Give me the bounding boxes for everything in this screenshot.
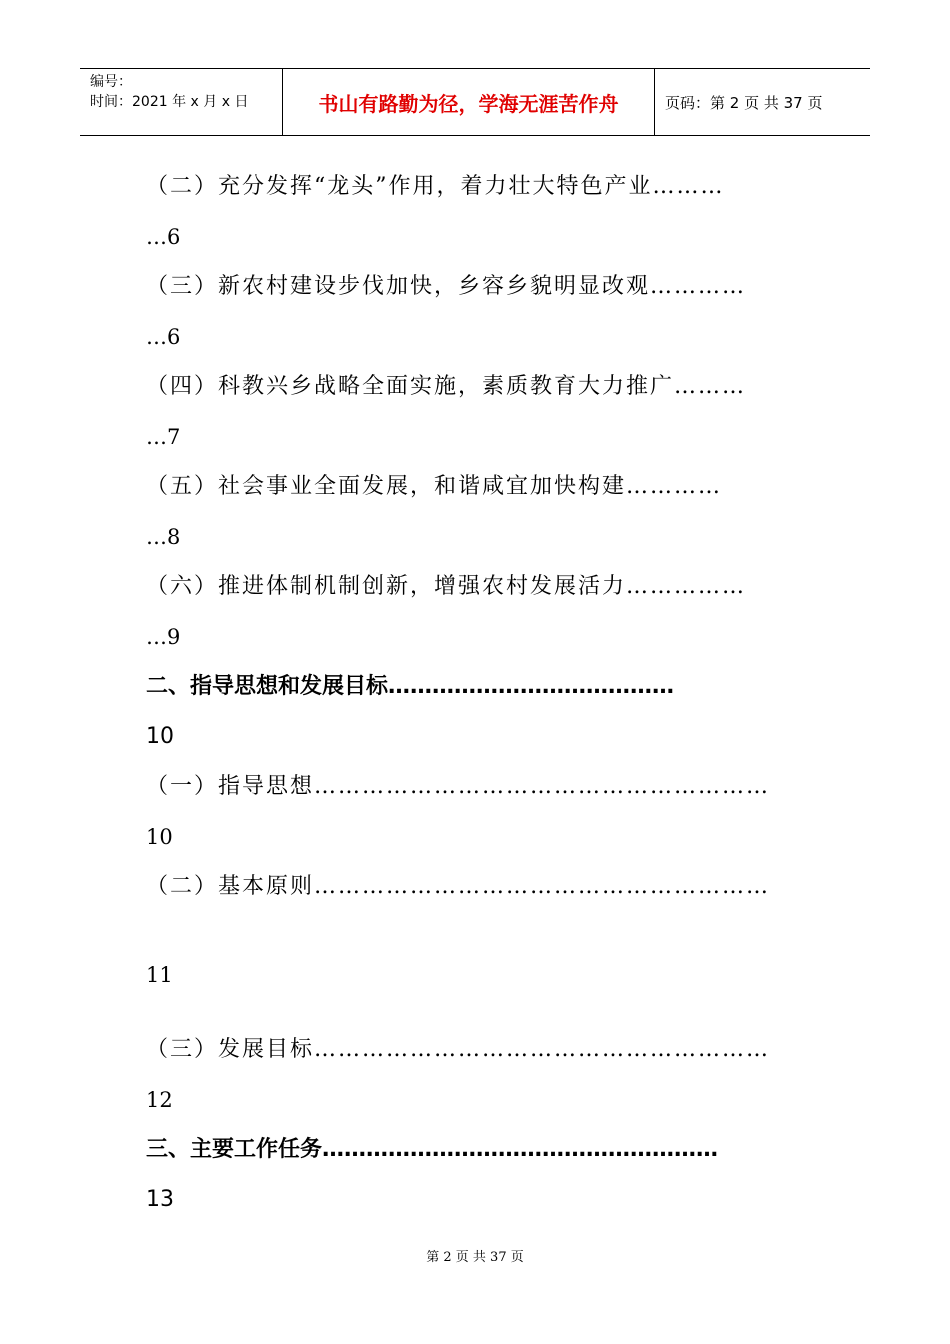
toc-entry-page: …8 — [146, 525, 181, 549]
toc-section-page: 13 — [146, 1187, 174, 1212]
toc-entry-page: …6 — [146, 325, 181, 349]
toc-entry-text[interactable]: （二）基本原则………………………………………………… — [146, 874, 771, 899]
document-time: 时间：2021 年 x 月 x 日 — [90, 94, 249, 110]
toc-section-page: 10 — [146, 724, 174, 749]
page-header — [80, 68, 870, 136]
toc-entry-page: …7 — [146, 425, 181, 449]
toc-entry-text[interactable]: （一）指导思想………………………………………………… — [146, 774, 771, 799]
toc-entry-page: 11 — [146, 963, 173, 987]
toc-entry-text[interactable]: （五）社会事业全面发展，和谐咸宜加快构建………… — [146, 474, 723, 499]
toc-entry-text[interactable]: （二）充分发挥“龙头”作用，着力壮大特色产业……… — [146, 174, 725, 199]
header-meta — [80, 69, 282, 135]
header-motto: 书山有路勤为径，学海无涯苦作舟 — [282, 69, 655, 135]
page-footer: 第 2 页 共 37 页 — [426, 1250, 524, 1265]
toc-entry-text[interactable]: （三）发展目标………………………………………………… — [146, 1037, 771, 1062]
toc-spacer — [146, 912, 806, 950]
document-number-label: 编号： — [90, 74, 132, 90]
toc-entry-text[interactable]: （四）科教兴乡战略全面实施，素质教育大力推广……… — [146, 374, 747, 399]
toc-spacer — [146, 1000, 806, 1025]
toc-section-text[interactable]: 二、指导思想和发展目标………………………………… — [146, 674, 675, 699]
toc-entry-text[interactable]: （六）推进体制机制创新，增强农村发展活力…………… — [146, 574, 747, 599]
header-page-info: 页码：第 2 页 共 37 页 — [665, 93, 823, 112]
table-of-contents — [146, 162, 806, 1225]
toc-entry-page: 12 — [146, 1088, 173, 1112]
toc-entry-page: …9 — [146, 625, 181, 649]
toc-entry-page: 10 — [146, 825, 173, 849]
toc-entry-page: …6 — [146, 225, 181, 249]
toc-entry-text[interactable]: （三）新农村建设步伐加快，乡容乡貌明显改观………… — [146, 274, 747, 299]
toc-section-text[interactable]: 三、主要工作任务……………………………………………… — [146, 1137, 719, 1162]
